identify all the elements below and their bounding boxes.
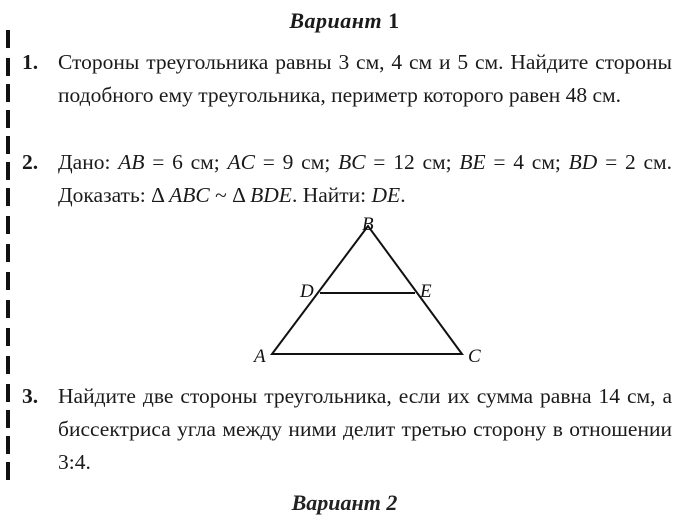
text-fragment: ~ Δ (209, 183, 251, 207)
task-text: Стороны треугольника равны 3 см, 4 см и 5 см. Найдите стороны подобного ему треугольника, периметр которого равен 48 см. (58, 50, 672, 107)
text-fragment: . (400, 183, 406, 207)
next-variant-title (0, 490, 689, 515)
math-de: DE (371, 183, 401, 207)
next-variant-label: Вариант (291, 490, 381, 515)
math-ab: AB (118, 150, 145, 174)
triangle-figure (240, 212, 490, 368)
math-bc: BC (338, 150, 366, 174)
label-e: E (420, 281, 432, 302)
variant-title (0, 8, 689, 34)
text-fragment: = 9 см; (255, 150, 339, 174)
task-number: 1. (22, 50, 39, 74)
text-fragment: = 12 см; (365, 150, 460, 174)
task-text: Найдите две стороны треугольника, если их сумма равна 14 см, а биссектриса угла между ними делит третью сторону в отношении 3:4. (58, 384, 672, 474)
text-fragment: = 2 см. Доказать: Δ (58, 150, 673, 207)
variant-number: 1 (388, 8, 400, 33)
label-c: C (468, 346, 481, 367)
text-fragment: Дано: (58, 150, 119, 174)
task-text (58, 146, 672, 212)
text-fragment: . Найти: (291, 183, 372, 207)
variant-label: Вариант (289, 8, 383, 33)
math-bd: BD (568, 150, 598, 174)
math-ac: AC (227, 150, 256, 174)
task-1 (22, 46, 672, 112)
label-a: A (254, 346, 266, 367)
task-2 (22, 146, 672, 212)
next-variant-number: 2 (386, 490, 398, 515)
math-abc: ABC (169, 183, 210, 207)
task-3 (22, 380, 672, 479)
label-b: B (362, 214, 374, 235)
math-bde: BDE (250, 183, 292, 207)
text-fragment: = 6 см; (144, 150, 228, 174)
margin-marks (6, 0, 11, 502)
text-fragment: = 4 см; (485, 150, 569, 174)
task-number: 3. (22, 384, 39, 408)
math-be: BE (459, 150, 486, 174)
label-d: D (300, 281, 314, 302)
task-number: 2. (22, 150, 39, 174)
